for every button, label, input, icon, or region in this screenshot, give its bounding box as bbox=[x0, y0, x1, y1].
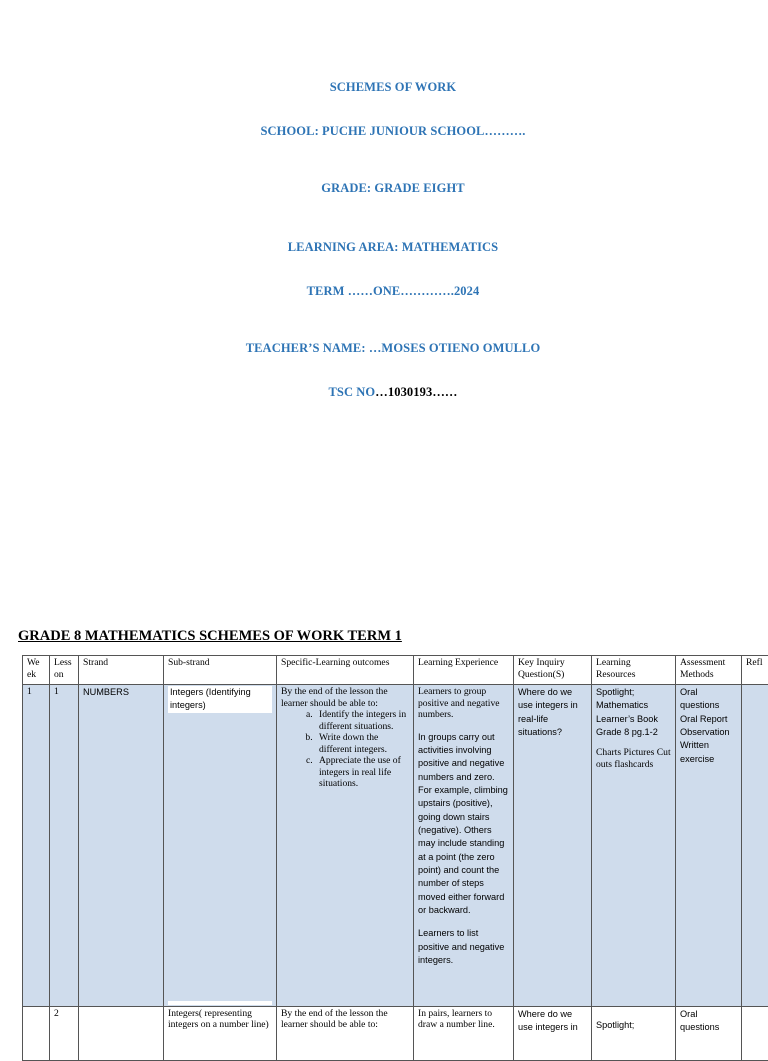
cover-teacher: TEACHER’S NAME: …MOSES OTIENO OMULLO bbox=[0, 341, 768, 356]
cell-outcomes bbox=[277, 685, 414, 1007]
cell-experience: In pairs, learners to draw a number line. bbox=[414, 1006, 514, 1060]
cell-resources bbox=[592, 685, 676, 1007]
outcomes-intro: By the end of the lesson the learner should be able to: bbox=[281, 686, 409, 709]
cell-reflection bbox=[742, 685, 768, 1007]
cell-assessment: Oral questions Oral Report Observation Written exercise bbox=[676, 685, 742, 1007]
table-row bbox=[23, 685, 768, 1007]
list-item: c. Appreciate the use of integers in real life situations. bbox=[315, 755, 409, 790]
tsc-label: TSC NO bbox=[328, 385, 375, 399]
cell-experience bbox=[414, 685, 514, 1007]
resources-book: Spotlight; Mathematics Learner’s Book Grade 8 pg.1-2 bbox=[596, 686, 671, 739]
cover-term: TERM ……ONE………….2024 bbox=[0, 284, 768, 299]
table-header-row bbox=[23, 656, 768, 685]
experience-para-3: Learners to list positive and negative integers. bbox=[418, 927, 509, 967]
header-sub-strand: Sub-strand bbox=[164, 656, 277, 685]
cover-grade: GRADE: GRADE EIGHT bbox=[0, 181, 768, 196]
cell-strand: NUMBERS bbox=[79, 685, 164, 1007]
scheme-table bbox=[22, 655, 768, 1061]
header-outcomes: Specific-Learning outcomes bbox=[277, 656, 414, 685]
sub-strand-highlight-bar bbox=[168, 1001, 272, 1005]
experience-para-2: In groups carry out activities involving positive and negative numbers and zero. For example, climbing upstairs (positive), going down stairs (negative). Others may include standing at a point (the zero point) and count the number of steps moved either forward or backward. bbox=[418, 731, 509, 918]
sub-strand-text: Integers (Identifying integers) bbox=[168, 686, 272, 713]
cell-lesson: 1 bbox=[50, 685, 79, 1007]
cover-learning-area: LEARNING AREA: MATHEMATICS bbox=[0, 240, 768, 255]
cover-school: SCHOOL: PUCHE JUNIOUR SCHOOL………. bbox=[0, 124, 768, 139]
list-item: b. Write down the different integers. bbox=[315, 732, 409, 755]
cell-sub-strand bbox=[164, 685, 277, 1007]
cell-sub-strand: Integers( representing integers on a number line) bbox=[164, 1006, 277, 1060]
cell-inquiry: Where do we use integers in real-life situations? bbox=[514, 685, 592, 1007]
header-week: We ek bbox=[23, 656, 50, 685]
header-strand: Strand bbox=[79, 656, 164, 685]
header-resources: Learning Resources bbox=[592, 656, 676, 685]
tsc-value: …1030193…… bbox=[375, 385, 457, 399]
cell-strand bbox=[79, 1006, 164, 1060]
cell-inquiry: Where do we use integers in bbox=[514, 1006, 592, 1060]
header-inquiry: Key Inquiry Question(S) bbox=[514, 656, 592, 685]
cell-outcomes: By the end of the lesson the learner should be able to: bbox=[277, 1006, 414, 1060]
document-title: GRADE 8 MATHEMATICS SCHEMES OF WORK TERM 1 bbox=[18, 628, 402, 645]
cell-week bbox=[23, 1006, 50, 1060]
header-experience: Learning Experience bbox=[414, 656, 514, 685]
cell-reflection bbox=[742, 1006, 768, 1060]
cell-assessment: Oral questions bbox=[676, 1006, 742, 1060]
cell-week: 1 bbox=[23, 685, 50, 1007]
resources-materials: Charts Pictures Cut outs flashcards bbox=[596, 747, 671, 770]
cover-tsc bbox=[0, 385, 768, 400]
experience-para-1: Learners to group positive and negative numbers. bbox=[418, 686, 509, 721]
table-row bbox=[23, 1006, 768, 1060]
cover-heading: SCHEMES OF WORK bbox=[0, 80, 768, 95]
header-lesson: Less on bbox=[50, 656, 79, 685]
outcomes-list bbox=[281, 709, 409, 790]
cell-lesson: 2 bbox=[50, 1006, 79, 1060]
list-item: a. Identify the integers in different situations. bbox=[315, 709, 409, 732]
cell-resources: Spotlight; bbox=[592, 1006, 676, 1060]
header-assessment: Assessment Methods bbox=[676, 656, 742, 685]
header-reflection: Refl bbox=[742, 656, 768, 685]
